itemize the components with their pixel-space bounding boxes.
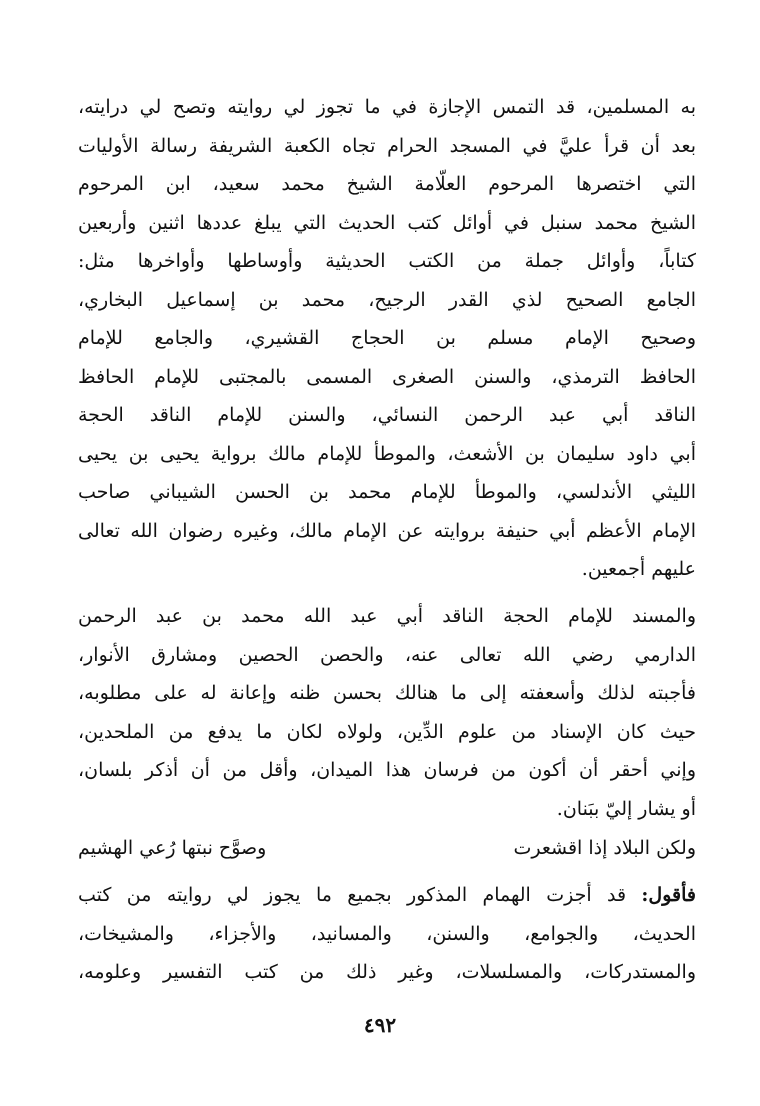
text-line: أو يشار إليّ ببَنان. (556, 797, 696, 820)
text-line: الليثي الأندلسي، والموطأ للإمام محمد بن الحسن الشيباني صاحب (78, 481, 696, 503)
text-line: وإني أحقر أن أكون من فرسان هذا الميدان، وأقل من أن أذكر بلسان، (78, 759, 696, 781)
text-line: الدارمي رضي الله تعالى عنه، والحصن الحصين ومشارق الأنوار، (78, 643, 696, 666)
text-line: والمستدركات، والمسلسلات، وغير ذلك من كتب التفسير وعلومه، (78, 961, 696, 983)
text-line: التي اختصرها المرحوم العلّامة الشيخ محمد سعيد، ابن المرحوم (78, 173, 696, 195)
poem-verse (78, 829, 696, 867)
text-line: أبي داود سليمان بن الأشعث، والموطأ للإمام مالك برواية يحيى بن يحيى (78, 442, 696, 465)
paragraph-ijaza-grant (78, 876, 696, 992)
text-line: الإمام الأعظم أبي حنيفة بروايته عن الإمام مالك، وغيره رضوان الله تعالى (78, 519, 696, 542)
text-line: عليهم أجمعين. (581, 558, 696, 580)
text-line: الحافظ الترمذي، والسنن الصغرى المسمى بالمجتبى للإمام الحافظ (78, 365, 696, 388)
text-line: وصحيح الإمام مسلم بن الحجاج القشيري، والجامع للإمام (78, 327, 696, 349)
text-line: كتاباً، وأوائل جملة من الكتب الحديثية وأوساطها وأواخرها مثل: (78, 250, 696, 272)
text-fragment: قد أجزت الهمام المذكور بجميع ما يجوز لي روايته من كتب (78, 884, 642, 906)
text-line: بعد أن قرأ عليَّ في المسجد الحرام تجاه الكعبة الشريفة رسالة الأوليات (78, 134, 696, 157)
poem-first-hemistich: ولكن البلاد إذا اقشعرت (513, 837, 696, 859)
text-line: الناقد أبي عبد الرحمن النسائي، والسنن للإمام الناقد الحجة (78, 404, 696, 426)
text-line (78, 876, 696, 915)
text-line: والمسند للإمام الحجة الناقد أبي عبد الله محمد بن عبد الرحمن (78, 605, 696, 627)
paragraph-ijaza-request (78, 88, 696, 589)
text-line: فأجبته لذلك وأسعفته إلى ما هنالك بحسن ظنه وإعانة له على مطلوبه، (78, 682, 696, 704)
text-line: به المسلمين، قد التمس الإجازة في ما تجوز لي روايته وتصح لي درايته، (78, 96, 696, 118)
text-line: الحديث، والجوامع، والسنن، والمسانيد، والأجزاء، والمشيخات، (78, 922, 696, 945)
poem-second-hemistich: وصوَّح نبتها رُعي الهشيم (78, 837, 267, 859)
text-line: حيث كان الإسناد من علوم الدِّين، ولولاه لكان ما يدفع من الملحدين، (78, 720, 696, 743)
text-line: الشيخ محمد سنبل في أوائل كتب الحديث التي يبلغ عددها اثنين وأربعين (78, 211, 696, 234)
paragraph-musnad (78, 597, 696, 828)
lead-word: فأقول: (641, 884, 696, 906)
text-line: الجامع الصحيح لذي القدر الرجيح، محمد بن إسماعيل البخاري، (78, 288, 696, 311)
page-number: ٤٩٢ (363, 1013, 397, 1037)
